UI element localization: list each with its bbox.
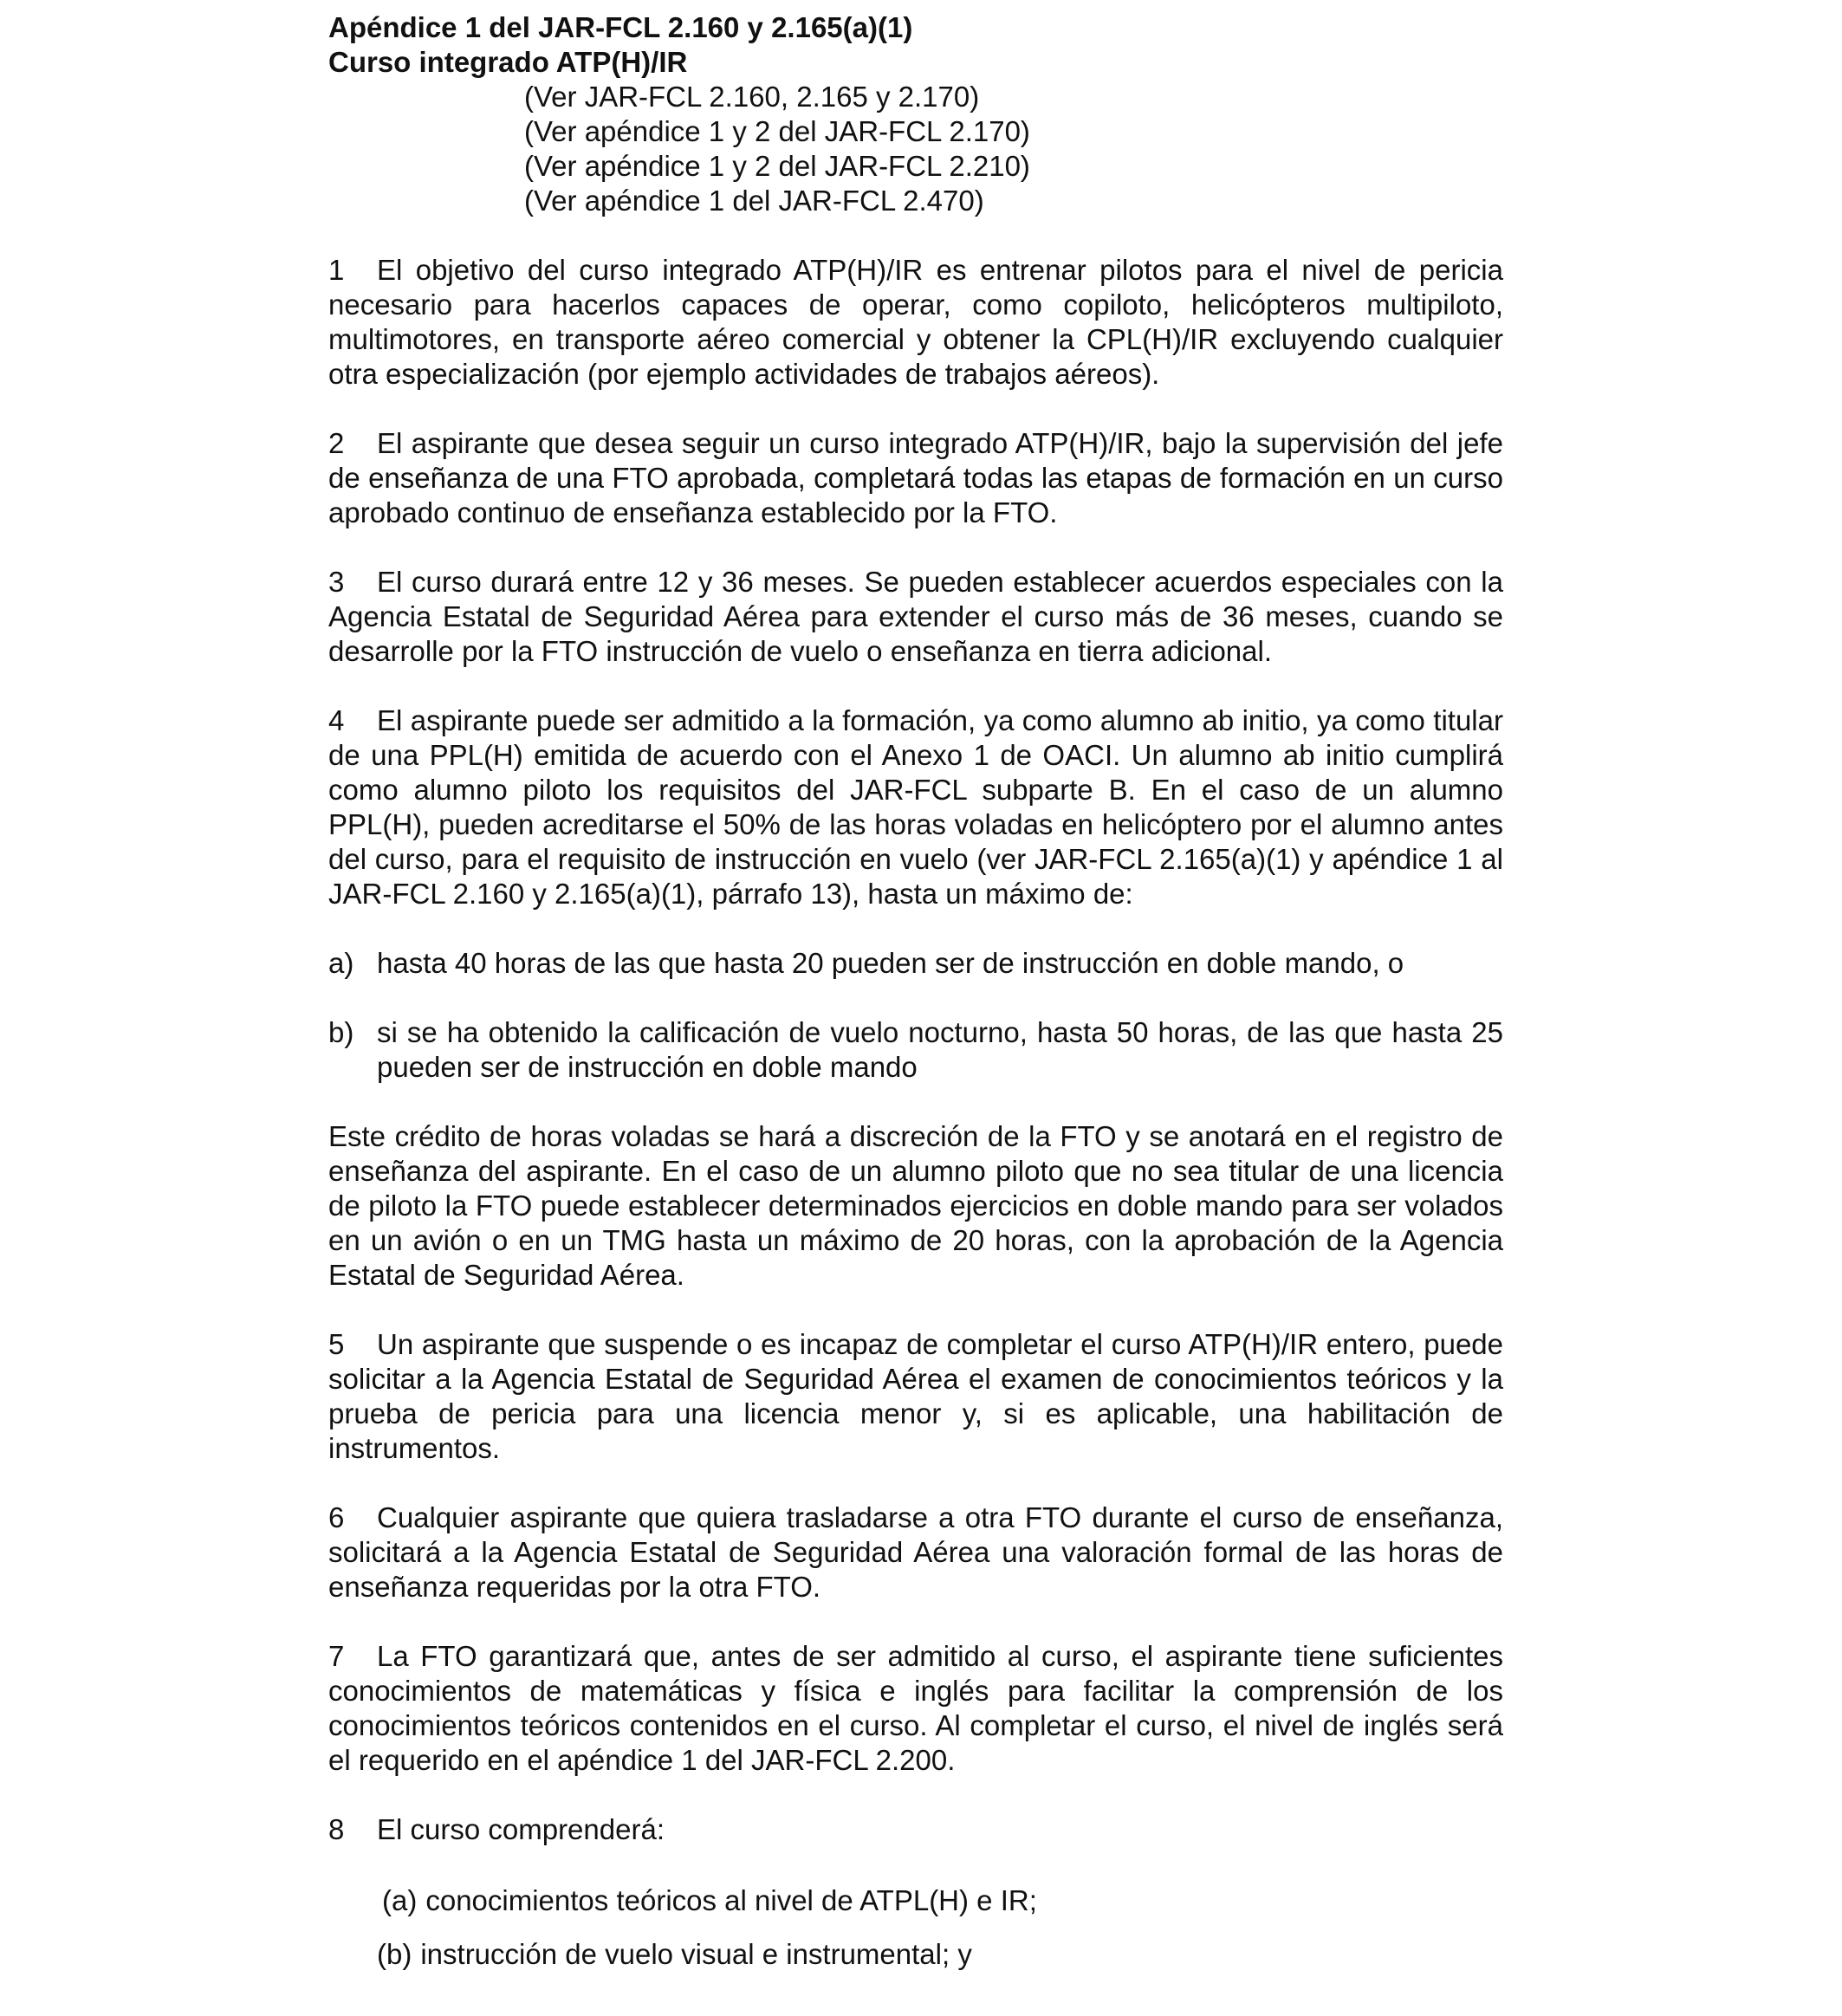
paragraph-1	[328, 253, 1503, 392]
paragraph-text: El curso durará entre 12 y 36 meses. Se pueden establecer acuerdos especiales con la Agencia Estatal de Seguridad Aérea para extender el curso más de 36 meses, cuando se desarrolle por la FTO instrucción de vuelo o enseñanza en tierra adicional.	[328, 566, 1503, 667]
paragraph-number: 8	[328, 1813, 345, 1845]
cross-reference: (Ver apéndice 1 y 2 del JAR-FCL 2.210)	[524, 150, 1030, 182]
cross-references	[524, 80, 1503, 218]
document-subtitle: Curso integrado ATP(H)/IR	[328, 46, 688, 78]
list-item-label: (b)	[377, 1938, 412, 1970]
paragraph-4	[328, 703, 1503, 911]
document-page	[328, 10, 1503, 1972]
paragraph-text: El curso comprenderá:	[377, 1813, 665, 1845]
paragraph-7	[328, 1639, 1503, 1778]
paragraph-number: 7	[328, 1640, 345, 1672]
paragraph-3	[328, 565, 1503, 669]
list-item-text: hasta 40 horas de las que hasta 20 pueden ser de instrucción en doble mando, o	[377, 947, 1404, 979]
list-item-4a	[328, 946, 1503, 981]
paragraph-text: El aspirante que desea seguir un curso integrado ATP(H)/IR, bajo la supervisión del jefe de enseñanza de una FTO aprobada, completará todas las etapas de formación en un curso aprobado continuo de enseñanza establecido por la FTO.	[328, 427, 1503, 528]
list-item-text: instrucción de vuelo visual e instrumental; y	[420, 1938, 972, 1970]
paragraph-number: 3	[328, 566, 345, 598]
paragraph-text: Un aspirante que suspende o es incapaz de completar el curso ATP(H)/IR entero, puede solicitar a la Agencia Estatal de Seguridad Aérea el examen de conocimientos teóricos y la prueba de pericia para una licencia menor y, si es aplicable, una habilitación de instrumentos.	[328, 1328, 1503, 1464]
paragraph-text: El aspirante puede ser admitido a la formación, ya como alumno ab initio, ya como titular de una PPL(H) emitida de acuerdo con el Anexo 1 de OACI. Un alumno ab initio cumplirá como alumno piloto los requisitos del JAR-FCL subparte B. En el caso de un alumno PPL(H), pueden acreditarse el 50% de las horas voladas en helicóptero por el alumno antes del curso, para el requisito de instrucción en vuelo (ver JAR-FCL 2.165(a)(1) y apéndice 1 al JAR-FCL 2.160 y 2.165(a)(1), párrafo 13), hasta un máximo de:	[328, 704, 1503, 910]
cross-reference: (Ver apéndice 1 y 2 del JAR-FCL 2.170)	[524, 115, 1030, 147]
paragraph-number: 5	[328, 1328, 345, 1360]
paragraph-text: La FTO garantizará que, antes de ser admitido al curso, el aspirante tiene suficientes conocimientos de matemáticas y física e inglés para facilitar la comprensión de los conocimientos teóricos contenidos en el curso. Al completar el curso, el nivel de inglés será el requerido en el apéndice 1 del JAR-FCL 2.200.	[328, 1640, 1503, 1776]
list-item-label: (a)	[382, 1884, 418, 1916]
paragraph-text: El objetivo del curso integrado ATP(H)/IR es entrenar pilotos para el nivel de pericia necesario para hacerlos capaces de operar, como copiloto, helicópteros multipiloto, multimotores, en transporte aéreo comercial y obtener la CPL(H)/IR excluyendo cualquier otra especialización (por ejemplo actividades de trabajos aéreos).	[328, 254, 1503, 390]
paragraph-text: Cualquier aspirante que quiera trasladarse a otra FTO durante el curso de enseñanza, solicitará a la Agencia Estatal de Seguridad Aérea una valoración formal de las horas de enseñanza requeridas por la otra FTO.	[328, 1501, 1503, 1603]
paragraph-5	[328, 1327, 1503, 1466]
document-title: Apéndice 1 del JAR-FCL 2.160 y 2.165(a)(1)	[328, 11, 913, 43]
paragraph-number: 4	[328, 704, 345, 736]
list-item-4b	[328, 1015, 1503, 1085]
paragraph-number: 1	[328, 254, 345, 286]
paragraph-4-continuation: Este crédito de horas voladas se hará a discreción de la FTO y se anotará en el registro de enseñanza del aspirante. En el caso de un alumno piloto que no sea titular de una licencia de piloto la FTO puede establecer determinados ejercicios en doble mando para ser volados en un avión o en un TMG hasta un máximo de 20 horas, con la aprobación de la Agencia Estatal de Seguridad Aérea.	[328, 1120, 1503, 1291]
list-item-label: a)	[328, 947, 354, 979]
list-item-label: b)	[328, 1016, 354, 1048]
cross-reference: (Ver apéndice 1 del JAR-FCL 2.470)	[524, 185, 984, 217]
paragraph-8	[328, 1812, 1503, 1847]
paragraph-number: 2	[328, 427, 345, 459]
cross-reference: (Ver JAR-FCL 2.160, 2.165 y 2.170)	[524, 81, 980, 113]
list-item-8b	[328, 1937, 1503, 1972]
paragraph-6	[328, 1501, 1503, 1604]
paragraph-2	[328, 426, 1503, 530]
paragraph-number: 6	[328, 1501, 345, 1533]
list-item-8a	[328, 1883, 1503, 1918]
list-item-text: si se ha obtenido la calificación de vuelo nocturno, hasta 50 horas, de las que hasta 25 pueden ser de instrucción en doble mando	[377, 1016, 1503, 1083]
list-item-text: conocimientos teóricos al nivel de ATPL(H) e IR;	[425, 1884, 1037, 1916]
